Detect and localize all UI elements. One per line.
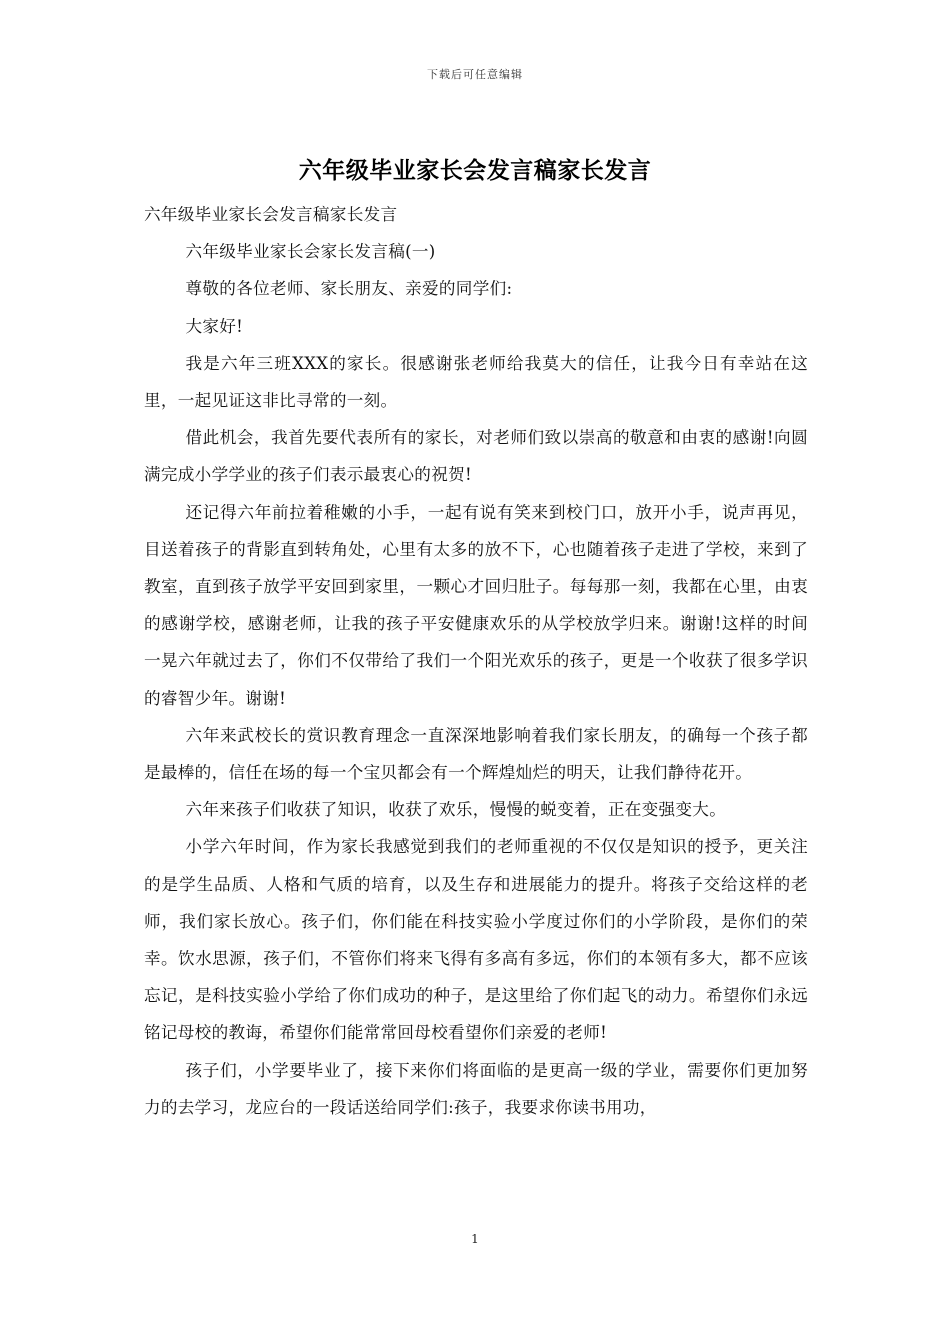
document-title: 六年级毕业家长会发言稿家长发言 <box>298 157 652 184</box>
paragraph: 孩子们，小学要毕业了，接下来你们将面临的是更高一级的学业，需要你们更加努力的去学习，龙应台的一段话送给同学们:孩子，我要求你读书用功， <box>144 1060 808 1117</box>
paragraph: 六年来武校长的赏识教育理念一直深深地影响着我们家长朋友，的确每一个孩子都是最棒的，信任在场的每一个宝贝都会有一个辉煌灿烂的明天，让我们静待花开。 <box>144 725 808 783</box>
page-header-note: 下载后可任意编辑 <box>427 68 523 81</box>
subtitle-line: 六年级毕业家长会发言稿家长发言 <box>144 205 398 224</box>
paragraph: 我是六年三班XXX的家长。很感谢张老师给我莫大的信任，让我今日有幸站在这里，一起见证这非比寻常的一刻。 <box>144 353 808 411</box>
paragraph: 还记得六年前拉着稚嫩的小手，一起有说有笑来到校门口，放开小手，说声再见，目送着孩子的背影直到转角处，心里有太多的放不下，心也随着孩子走进了学校，来到了教室，直到孩子放学平安回到家里，一颗心才回归肚子。每每那一刻，我都在心里，由衷的感谢学校，感谢老师，让我的孩子平安健康欢乐的从学校放学归来。谢谢!这样的时间一晃六年就过去了，你们不仅带给了我们一个阳光欢乐的孩子，更是一个收获了很多学识的睿智少年。谢谢! <box>144 502 808 708</box>
paragraph: 尊敬的各位老师、家长朋友、亲爱的同学们: <box>185 279 513 299</box>
paragraph: 六年来孩子们收获了知识，收获了欢乐，慢慢的蜕变着，正在变强变大。 <box>185 800 727 820</box>
paragraph: 小学六年时间，作为家长我感觉到我们的老师重视的不仅仅是知识的授予，更关注的是学生品质、人格和气质的培育，以及生存和进展能力的提升。将孩子交给这样的老师，我们家长放心。孩子们，你们能在科技实验小学度过你们的小学阶段，是你们的荣幸。饮水思源，孩子们，不管你们将来飞得有多高有多远，你们的本领有多大，都不应该忘记，是科技实验小学给了你们成功的种子，是这里给了你们起飞的动力。希望你们永远铭记母校的教诲，希望你们能常常回母校看望你们亲爱的老师! <box>144 837 808 1043</box>
document-body <box>144 196 808 1126</box>
paragraph: 大家好! <box>185 316 244 336</box>
paragraph: 借此机会，我首先要代表所有的家长，对老师们致以崇高的敬意和由衷的感谢!向圆满完成小学学业的孩子们表示最衷心的祝贺! <box>144 428 808 485</box>
paragraph: 六年级毕业家长会家长发言稿(一) <box>185 242 436 262</box>
page-number: 1 <box>471 1232 479 1246</box>
